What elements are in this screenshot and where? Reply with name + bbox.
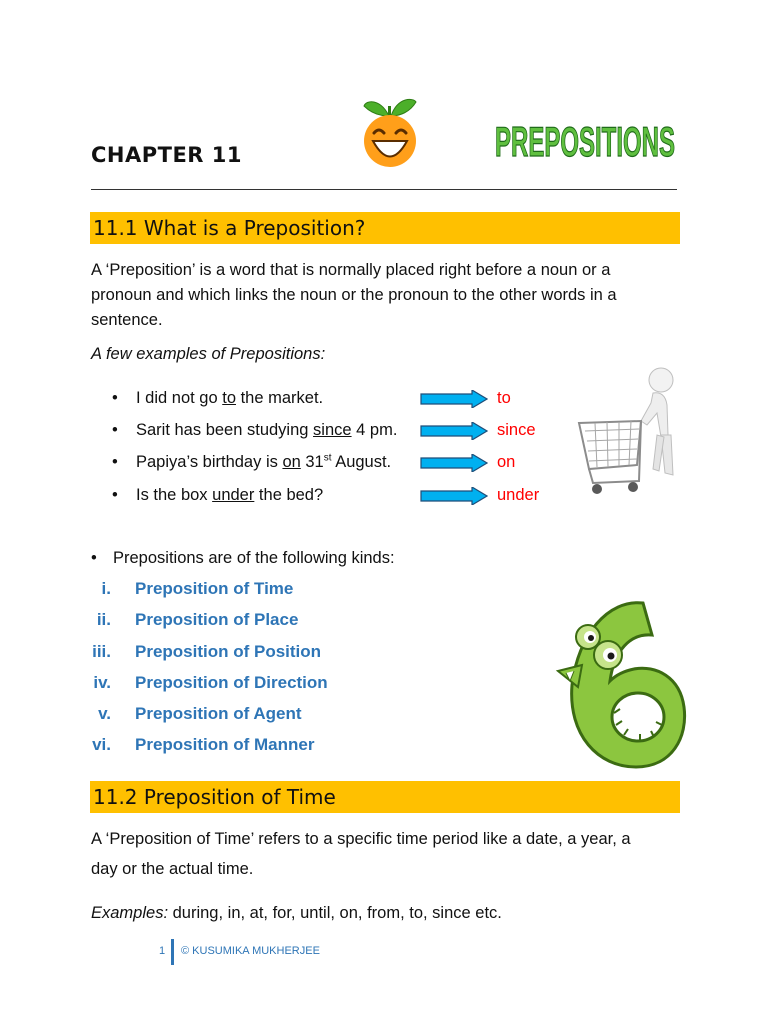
section-heading-bar <box>90 781 680 813</box>
arrow-right-icon <box>420 390 488 408</box>
paragraph-line: sentence. <box>91 311 163 329</box>
example-sentence: Is the box under the bed? <box>136 486 324 504</box>
copyright-text: © KUSUMIKA MUKHERJEE <box>181 945 320 957</box>
number-six-mascot-icon <box>548 585 693 775</box>
arrow-right-icon <box>420 454 488 472</box>
title-rule <box>91 189 677 190</box>
orange-mascot-icon <box>360 92 420 168</box>
arrow-right-icon <box>420 422 488 440</box>
bullet-icon: • <box>91 549 97 567</box>
wordart-text: PREPOSITIONS <box>495 118 675 165</box>
bullet-icon: • <box>112 421 118 439</box>
examples-text: during, in, at, for, until, on, from, to, since etc. <box>168 904 502 922</box>
page-number: 1 <box>159 945 166 957</box>
paragraph-line: pronoun and which links the noun or the pronoun to the other words in a <box>91 286 617 304</box>
answer-label: to <box>497 389 511 407</box>
section-heading-bar <box>90 212 680 244</box>
section-heading: 11.1 What is a Preposition? <box>93 216 366 240</box>
examples-line <box>91 901 681 926</box>
paragraph-line: A ‘Preposition’ is a word that is normally placed right before a noun or a <box>91 261 611 279</box>
bullet-icon: • <box>112 486 118 504</box>
chapter-title: CHAPTER 11 <box>91 143 243 167</box>
shopping-cart-figure-icon <box>575 365 681 505</box>
bullet-icon: • <box>112 453 118 471</box>
footer-divider <box>171 939 174 965</box>
bullet-icon: • <box>112 389 118 407</box>
examples-label: Examples: <box>91 904 169 922</box>
paragraph-line: A ‘Preposition of Time’ refers to a specific time period like a date, a year, a <box>91 830 631 848</box>
example-sentence: I did not go to the market. <box>136 389 324 407</box>
examples-intro: A few examples of Prepositions: <box>91 345 326 363</box>
example-sentence: Papiya’s birthday is on 31st August. <box>136 452 392 471</box>
document-page: CHAPTER 11 PREPOSITIONS 11.1 What is a Preposition? A ‘Preposition’ is a word that is normally placed right before a noun or a pronoun and which links the noun or the pronoun to the other words in a sentence. A few examples of Prepositions: • I did not go to the market. • Sarit has been studying since 4 pm. • Papiya’s birthday is on 31st August. • Is the box under the bed? to since on under • Prepositions are of the following kinds: i. Preposition of Time ii. Preposition of Place iii. Preposition of Position iv. Preposition of Direction v. Preposition of Agent vi. Preposition of Manner 11.2 Preposition of Time A ‘Preposition of Time’ refers to a specific time period like a date, a year, a day or the actual time. Examples: during, in, at, for, until, on, from, to, since etc. 1 © KUSUMIKA MUKHERJEE <box>0 0 768 1024</box>
example-sentence: Sarit has been studying since 4 pm. <box>136 421 398 439</box>
section-heading: 11.2 Preposition of Time <box>93 785 336 809</box>
kinds-intro-text: Prepositions are of the following kinds: <box>113 549 395 567</box>
answer-label: on <box>497 453 516 471</box>
answer-label: since <box>497 421 536 439</box>
arrow-right-icon <box>420 487 488 505</box>
paragraph-line: day or the actual time. <box>91 860 254 878</box>
answer-label: under <box>497 486 540 504</box>
definition-paragraph <box>91 258 681 333</box>
definition-paragraph <box>91 824 681 884</box>
wordart-title <box>492 100 678 166</box>
